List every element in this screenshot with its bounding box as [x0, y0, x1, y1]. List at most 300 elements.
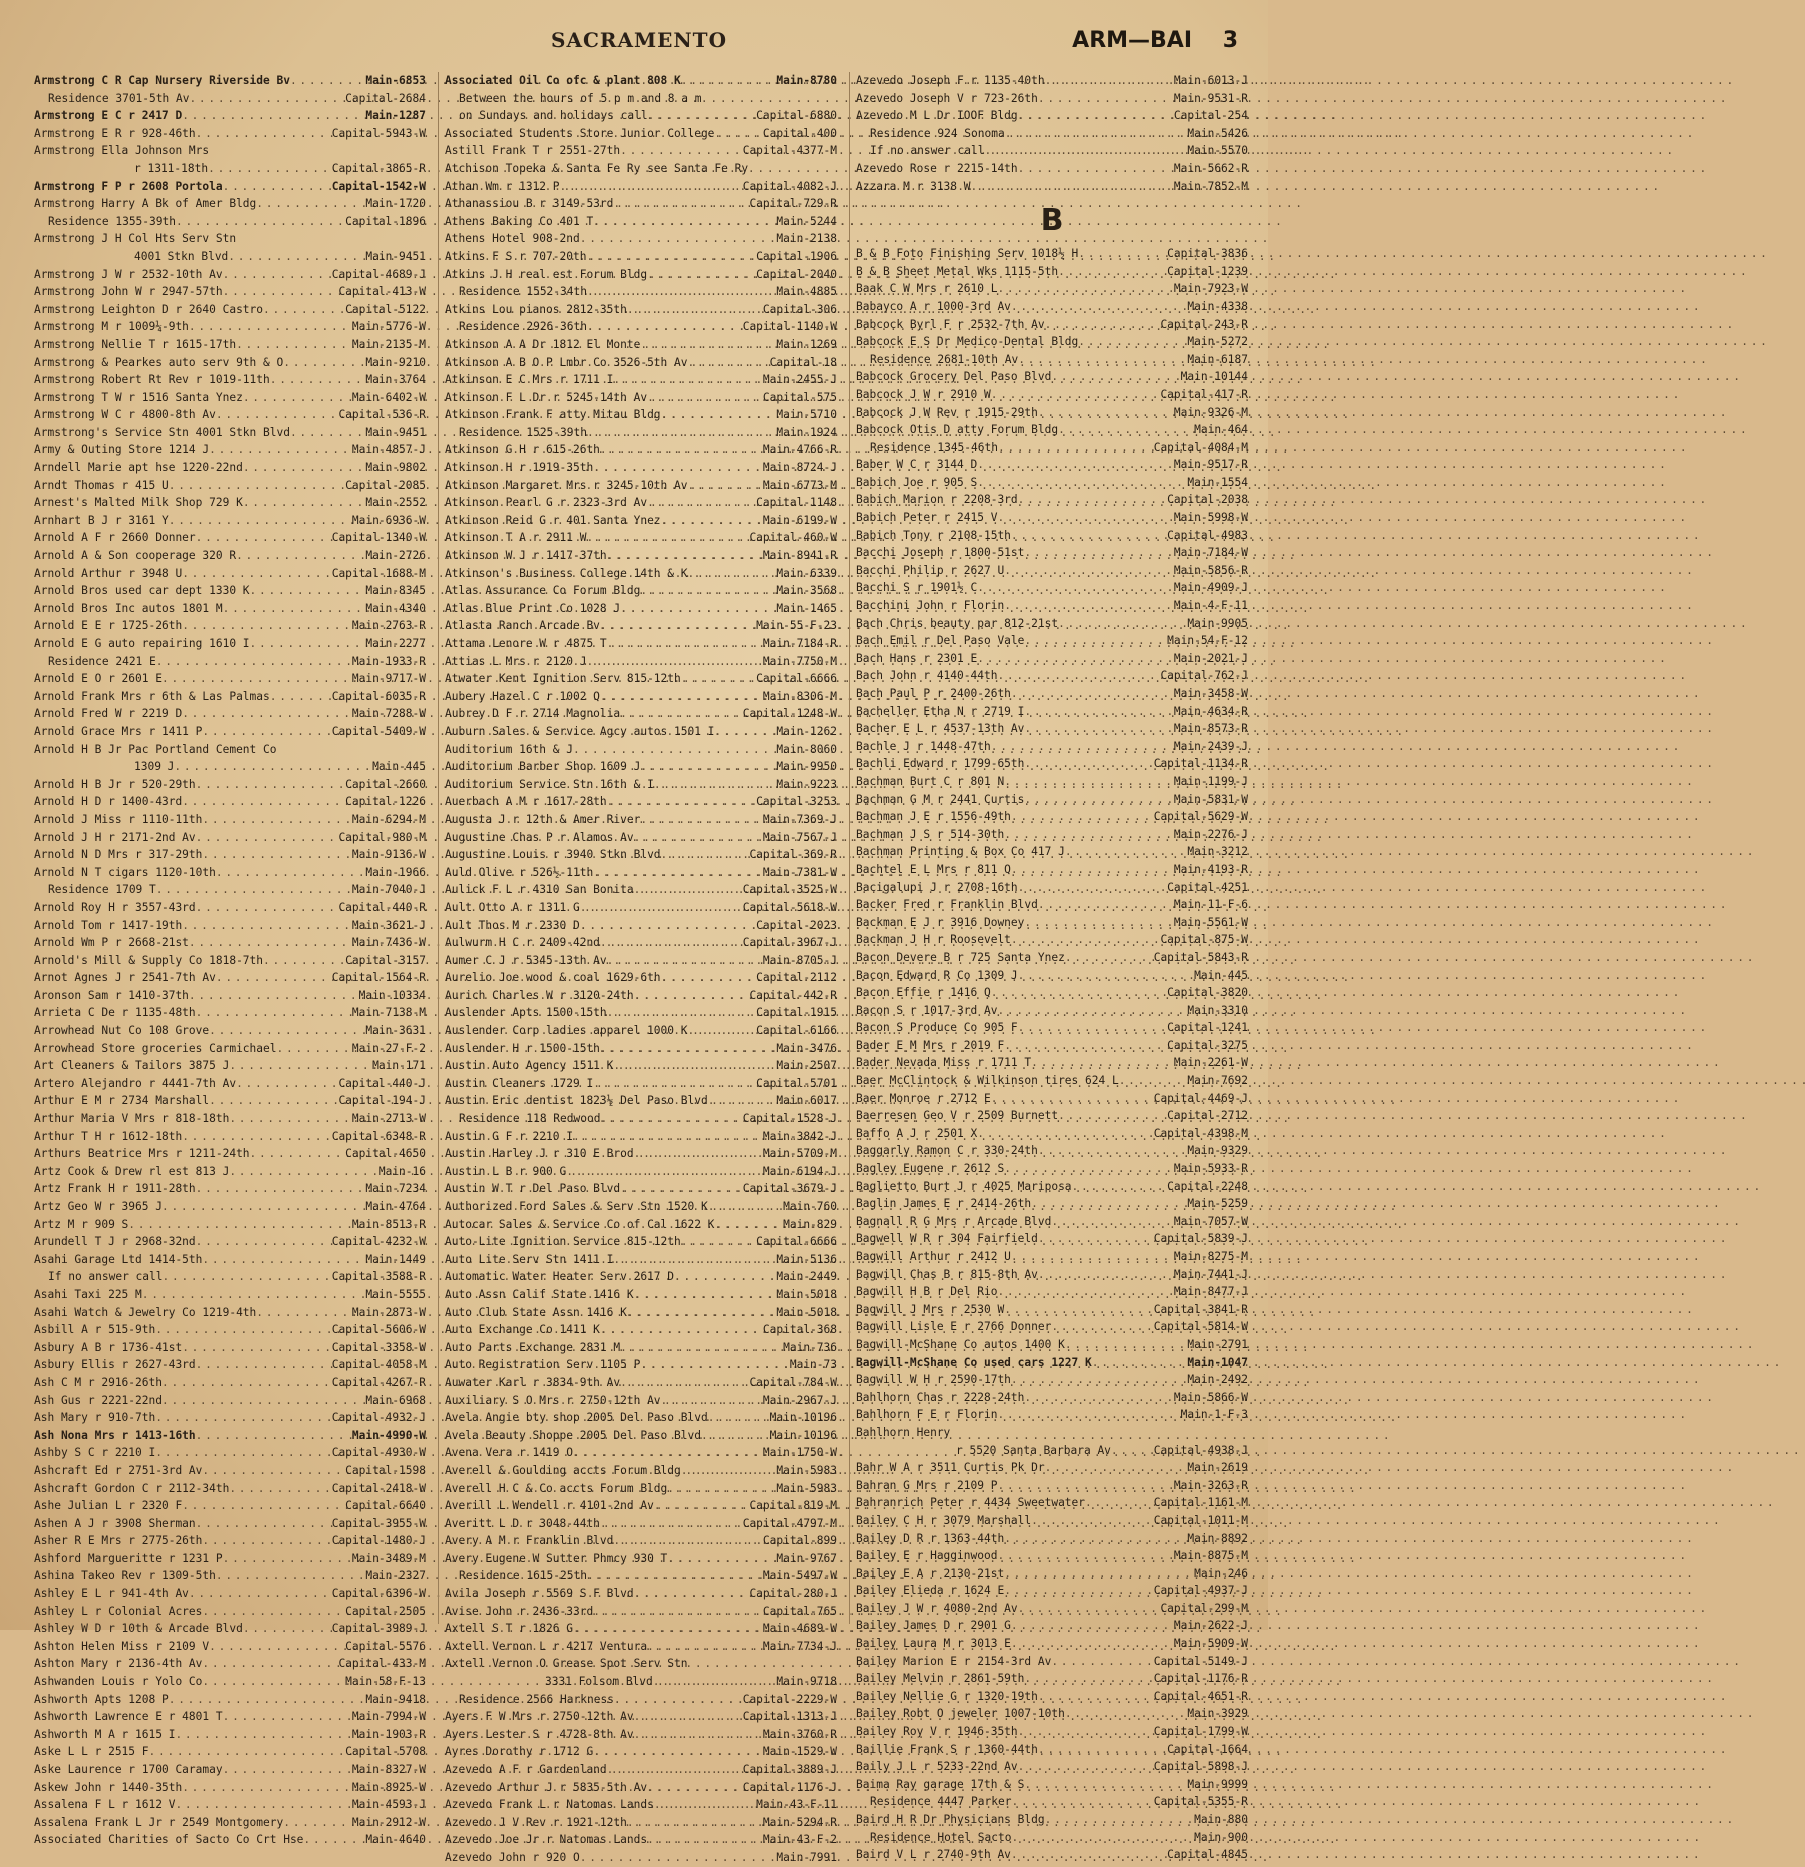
phone-number: Capital-1340-W: [331, 531, 426, 545]
listing-name: Atchison Topeka & Santa Fe Ry see Santa Fe Ry: [445, 161, 749, 175]
leader-dots: [250, 582, 366, 600]
leader-dots: [997, 667, 1160, 685]
listing-entry: [445, 688, 837, 706]
leader-dots: [1004, 1037, 1167, 1055]
phone-number: Main-8925-W: [351, 1780, 426, 1794]
listing-entry: [445, 1198, 837, 1216]
listing-name: Baird V L r 2740-9th Av: [856, 1848, 1011, 1862]
phone-number: Main-2021-J: [1173, 651, 1248, 665]
leader-dots: [997, 280, 1173, 298]
leader-dots: [216, 864, 366, 882]
phone-number: Capital-5701: [756, 1076, 837, 1090]
leader-dots: [283, 1814, 352, 1832]
listing-entry: [856, 263, 1248, 281]
listing-entry: [856, 439, 1248, 457]
phone-number: Main-9517-R: [1173, 458, 1248, 472]
listing-name: Bacheller Etha N r 2719 I: [856, 704, 1025, 718]
listing-entry: [856, 1723, 1248, 1741]
listing-name: Bachtel E L Mrs r 811 Q: [856, 862, 1011, 876]
phone-number: Main-9531-R: [1173, 91, 1248, 105]
leader-dots: [1004, 1160, 1174, 1178]
phone-number: Capital-3253: [756, 795, 837, 809]
listing-name: Atkinson F L Dr r 5245-14th Av: [445, 390, 648, 404]
listing-name: Baird H R Dr Physicians Bldg: [856, 1813, 1045, 1826]
phone-number: Main-1199-J: [1173, 774, 1248, 788]
leader-dots: [586, 653, 762, 671]
listing-entry: [856, 245, 1248, 263]
leader-dots: [600, 1321, 763, 1339]
phone-number: Capital-3836: [1167, 247, 1248, 261]
listing-name: Bach Hans r 2301 E: [856, 651, 978, 665]
listing-entry: [445, 1163, 837, 1181]
listing-entry: [34, 1761, 426, 1779]
phone-number: Capital-3841-R: [1153, 1302, 1248, 1316]
leader-dots: [600, 934, 743, 952]
listing-name: Backer Fred r Franklin Blvd: [856, 898, 1038, 912]
phone-number: Main-3263-R: [1173, 1478, 1248, 1492]
listing-name: Armstrong John W r 2947-57th: [34, 285, 223, 299]
listing-name: Bagwill-McShane Co autos 1400 K: [856, 1337, 1065, 1351]
listing-entry: [34, 1708, 426, 1726]
phone-number: Capital-2229-W: [742, 1692, 837, 1706]
leader-dots: [985, 142, 1188, 160]
listing-entry: [856, 1160, 1248, 1178]
phone-number: Main-9905: [1187, 616, 1248, 630]
leader-dots: [1011, 1793, 1153, 1811]
listing-name: Bach Paul P r 2400-26th: [856, 687, 1011, 700]
phone-number: Capital-2112: [756, 971, 837, 985]
listing-entry: [445, 1233, 837, 1251]
listing-name: Bahlhorn Henry: [856, 1425, 951, 1439]
phone-number: Capital-2085: [345, 478, 426, 492]
listing-name: Armstrong W C r 4800-8th Av: [34, 408, 216, 422]
listing-entry: [34, 582, 426, 600]
listing-entry: [445, 547, 837, 565]
listing-entry: [34, 723, 426, 741]
leader-dots: [189, 1585, 332, 1603]
listing-name: Armstrong Robert Rt Rev r 1019-11th: [34, 373, 270, 387]
listing-name: Austin Auto Agency 1511 K: [445, 1059, 614, 1073]
listing-entry: [856, 597, 1248, 615]
listing-entry: [34, 389, 426, 407]
listing-name: Baffo A J r 2501 X: [856, 1126, 978, 1140]
leader-dots: [149, 1743, 346, 1761]
listing-entry: [445, 1585, 837, 1603]
listing-entry: [445, 1673, 837, 1691]
listing-name: Avila Joseph r 5569 S F Blvd: [445, 1587, 634, 1601]
phone-number: Capital-4937-J: [1153, 1584, 1248, 1598]
phone-number: Main-8724-J: [762, 461, 837, 475]
leader-dots: [162, 1392, 365, 1410]
phone-number: Main-1-F-3: [1180, 1408, 1248, 1422]
listing-entry: [445, 72, 837, 90]
listing-name: Arnold Bros used car dept 1330 K: [34, 584, 250, 598]
listing-entry: [445, 1251, 837, 1269]
listing-name: Arnold J H r 2171-2nd Av: [34, 830, 196, 844]
listing-name: Bach Emil r Del Paso Vale: [856, 634, 1025, 648]
phone-number: Main-7567-J: [762, 830, 837, 844]
listing-entry: [34, 1550, 426, 1568]
phone-number: Main-3764: [365, 373, 426, 387]
listing-entry: [856, 896, 1248, 914]
listing-entry: [34, 811, 426, 829]
listing-name: Arrowhead Store groceries Carmichael: [34, 1041, 277, 1055]
listing-name: Bailey Marion E r 2154-3rd Av: [856, 1654, 1052, 1668]
leader-dots: [587, 1567, 763, 1585]
listing-entry: [34, 547, 426, 565]
listing-entry: [34, 1444, 426, 1462]
listing-entry: [34, 1603, 426, 1621]
listing-name: Atkinson Margaret Mrs r 3245-10th Av: [445, 478, 688, 492]
phone-number: Capital-299-M: [1160, 1601, 1248, 1615]
listing-name: Arnold Frank Mrs r 6th & Las Palmas: [34, 689, 270, 703]
listing-entry: [856, 1142, 1248, 1160]
listing-name: Arnold A & Son cooperage 320 R: [34, 549, 237, 563]
listing-name: Ashton Helen Miss r 2109 V: [34, 1639, 210, 1653]
listing-entry: [856, 1266, 1248, 1284]
leader-dots: [681, 1462, 777, 1480]
leader-dots: [290, 72, 365, 90]
listing-entry: [445, 1603, 837, 1621]
listing-name: Auto Assn Calif State 1416 K: [445, 1287, 634, 1301]
listing-entry: [34, 441, 426, 459]
listing-name: Axtell Vernon L r 4217 Ventura: [445, 1639, 648, 1653]
listing-name: Aubery Hazel C r 1002 Q: [445, 689, 600, 703]
leader-dots: [687, 354, 769, 372]
phone-number: Capital-875-W: [1160, 933, 1248, 947]
listing-name: Bacchini John r Florin: [856, 599, 1005, 613]
phone-number: Main-3489-M: [351, 1551, 426, 1565]
phone-number: Main-7852-M: [1173, 179, 1248, 193]
listing-name: Arnold H D r 1400-43rd: [34, 795, 183, 809]
leader-dots: [229, 1057, 372, 1075]
listing-entry: [445, 1620, 837, 1638]
leader-dots: [634, 881, 743, 899]
phone-number: Main-43-F-2: [762, 1833, 837, 1847]
leader-dots: [708, 1092, 777, 1110]
listing-entry: [856, 351, 1248, 369]
listing-entry: [445, 142, 837, 160]
listing-name: Residence 118 Redwood: [459, 1112, 601, 1126]
leader-dots: [1065, 949, 1154, 967]
listing-name: Bachle J r 1448-47th: [856, 739, 991, 753]
leader-dots: [661, 1392, 763, 1410]
phone-number: Main-5426: [1187, 126, 1248, 140]
listing-name: Arrieta C De r 1135-48th: [34, 1006, 196, 1020]
leader-dots: [998, 439, 1154, 457]
listing-name: Atkinson's Business College 14th & K: [445, 566, 688, 580]
phone-number: Capital-1134-R: [1153, 757, 1248, 771]
phone-number: Capital-4845: [1167, 1848, 1248, 1862]
phone-number: Main-8306-M: [762, 689, 837, 703]
leader-dots: [1065, 1705, 1188, 1723]
listing-name: Atkinson W J r 1417-37th: [445, 549, 607, 563]
leader-dots: [1078, 245, 1167, 263]
listing-name: Baer Monroe r 2712 E: [856, 1091, 991, 1105]
listing-name: Bachman G M r 2441 Curtis: [856, 792, 1025, 806]
phone-number: Main-5294-R: [762, 1815, 837, 1829]
listing-name: 4001 Stkn Blvd: [134, 249, 229, 263]
phone-number: Main-3212: [1187, 845, 1248, 859]
listing-name: Ashcraft Gordon C r 2112-34th: [34, 1481, 230, 1495]
listing-entry: [34, 1497, 426, 1515]
leader-dots: [196, 529, 332, 547]
listing-entry: [445, 987, 837, 1005]
listing-name: Auslender Corp ladies apparel 1000 K: [445, 1024, 688, 1038]
listing-entry: [445, 301, 837, 319]
listing-name: Azevedo M L Dr IOOF Bldg: [856, 109, 1018, 123]
listing-name: Residence 1345-46th: [870, 440, 998, 454]
listing-name: Associated Students Store Junior College: [445, 126, 715, 140]
listing-name: Asahi Taxi 225 M: [34, 1287, 142, 1301]
phone-number: Main-6339: [776, 566, 837, 580]
leader-dots: [1065, 1336, 1188, 1354]
listing-entry: [445, 1128, 837, 1146]
phone-number: Main-3310: [1187, 1003, 1248, 1017]
leader-dots: [573, 1620, 763, 1638]
listing-entry: [445, 90, 837, 108]
leader-dots: [236, 336, 352, 354]
listing-entry: [856, 1072, 1248, 1090]
leader-dots: [189, 318, 352, 336]
listing-name: Backman E J r 3916 Downey: [856, 915, 1025, 929]
phone-number: Capital-4689-J: [331, 267, 426, 281]
leader-dots: [587, 424, 776, 442]
listing-entry: [445, 1022, 837, 1040]
listing-name: Baima Ray garage 17th & S: [856, 1777, 1025, 1791]
listing-name: Atkinson A A Dr 1812 El Monte: [445, 337, 641, 351]
listing-entry: [34, 741, 426, 759]
leader-dots: [1018, 967, 1194, 985]
listing-entry: [856, 1037, 1248, 1055]
phone-number: Main-9717-W: [351, 672, 426, 686]
listing-name: Bachman J E r 1556-49th: [856, 810, 1011, 824]
leader-dots: [202, 846, 352, 864]
listing-entry: [34, 1831, 426, 1849]
phone-number: Main-7734-J: [762, 1639, 837, 1653]
phone-number: Main-445: [372, 760, 426, 774]
leader-dots: [1018, 879, 1168, 897]
column-2: [438, 72, 837, 1864]
listing-name: Baer McClintock & Wilkinson tires 624 L: [856, 1074, 1119, 1088]
listing-entry: [856, 931, 1248, 949]
leader-dots: [155, 1409, 331, 1427]
listing-name: Bach John r 4140-44th: [856, 669, 998, 683]
listing-name: Bagwill Arthur r 2412 U: [856, 1250, 1011, 1263]
listing-name: Astill Frank T r 2551-27th: [445, 144, 621, 158]
listing-entry: [34, 1022, 426, 1040]
leader-dots: [627, 301, 763, 319]
listing-entry: [445, 1691, 837, 1709]
phone-number: Main-5933-R: [1173, 1162, 1248, 1176]
leader-dots: [229, 1110, 352, 1128]
listing-entry: [445, 617, 837, 635]
listing-name: Azevedo Frank L r Natomas Lands: [445, 1798, 654, 1812]
leader-dots: [162, 1374, 332, 1392]
leader-dots: [1045, 316, 1161, 334]
listing-name: Azevedo Joseph F r 1135-40th: [856, 74, 1045, 87]
phone-number: Capital-440-R: [338, 900, 426, 914]
listing-entry: [856, 107, 1248, 125]
listing-entry: [445, 248, 837, 266]
phone-number: Capital-6166: [756, 1024, 837, 1038]
listing-entry: [34, 688, 426, 706]
leader-dots: [236, 1075, 338, 1093]
listing-entry: [34, 1673, 426, 1691]
listing-entry: [856, 861, 1248, 879]
listing-name: Ash C M r 2916-26th: [34, 1375, 162, 1389]
phone-number: Main-4885: [776, 285, 837, 299]
phone-number: Main-1465: [776, 601, 837, 615]
listing-entry: [856, 1565, 1248, 1583]
listing-entry: [445, 107, 837, 125]
leader-dots: [586, 529, 749, 547]
listing-name: Armstrong F P r 2608 Portola: [34, 179, 223, 193]
listing-entry: [34, 142, 426, 160]
phone-number: Main-11-F-6: [1173, 898, 1248, 912]
listing-name: Baber W C r 3144 D: [856, 458, 978, 472]
phone-number: Capital-5839-J: [1153, 1232, 1248, 1246]
leader-dots: [228, 248, 365, 266]
listing-name: Aulwurm H C r 2409-42nd: [445, 936, 600, 950]
listing-entry: [34, 354, 426, 372]
leader-dots: [1024, 914, 1174, 932]
listing-entry: [856, 843, 1248, 861]
phone-number: Capital-3679-J: [742, 1182, 837, 1196]
phone-number: Main-7057-W: [1173, 1214, 1248, 1228]
leader-dots: [640, 336, 776, 354]
phone-number: Main-2455-J: [762, 373, 837, 387]
phone-number: Main-5776-W: [351, 320, 426, 334]
leader-dots: [1045, 1811, 1195, 1829]
listing-name: Avela Angie bty shop 2005 Del Paso Blvd: [445, 1411, 708, 1425]
phone-number: Main-9802: [365, 461, 426, 475]
phone-number: Capital-2505: [345, 1604, 426, 1618]
phone-number: Main-2763-R: [351, 619, 426, 633]
phone-number: Capital-6348-R: [331, 1129, 426, 1143]
listing-entry: [445, 1726, 837, 1744]
listing-entry: [34, 107, 426, 125]
listing-name: Atlasta Ranch Arcade Bv: [445, 619, 600, 633]
listing-name: Bailey Elieda r 1624 E: [856, 1584, 1005, 1598]
listing-entry: [34, 1409, 426, 1427]
listing-entry: [445, 864, 837, 882]
listing-name: Aske L L r 2515 F: [34, 1745, 149, 1759]
listing-name: Atkinson Reid G r 401 Santa Ynez: [445, 513, 661, 527]
phone-number: Main-8780: [776, 74, 837, 87]
listing-name: Bagwill W H r 2590-17th: [856, 1373, 1011, 1387]
listing-name: Bahlhorn Chas r 2228-24th: [856, 1390, 1025, 1404]
listing-name: Averell & Goulding accts Forum Bldg: [445, 1463, 681, 1477]
listing-name: Associated Charities of Sacto Co Crt Hse: [34, 1833, 304, 1847]
leader-dots: [223, 1550, 352, 1568]
listing-entry: [445, 1462, 837, 1480]
phone-number: Capital-1896: [345, 214, 426, 228]
listing-name: Austin G F r 2210 I: [445, 1129, 573, 1143]
listing-entry: [445, 952, 837, 970]
listing-name: Arrowhead Nut Co 108 Grove: [34, 1024, 210, 1038]
listing-entry: [445, 1356, 837, 1374]
listing-name: Artz M r 909 S: [34, 1217, 129, 1231]
leader-dots: [270, 688, 332, 706]
leader-dots: [620, 600, 776, 618]
phone-number: Capital-4377-M: [742, 144, 837, 158]
listing-entry: [856, 1090, 1248, 1108]
listing-name: Auto Registration Serv 1105 P: [445, 1358, 641, 1372]
phone-number: Capital-5355-R: [1153, 1795, 1248, 1809]
listing-name: Bailey Laura M r 3013 E: [856, 1637, 1011, 1651]
leader-dots: [196, 1180, 366, 1198]
leader-dots: [640, 758, 776, 776]
leader-dots: [991, 984, 1167, 1002]
phone-number: Main-8941-R: [762, 549, 837, 563]
listing-entry: [445, 1110, 837, 1128]
listing-entry: [34, 1040, 426, 1058]
listing-name: Babich Peter r 2415 V: [856, 511, 998, 525]
listing-entry: [34, 1567, 426, 1585]
listing-name: Auld Olive r 526½-11th: [445, 865, 594, 879]
listing-name: Auditorium Service Stn 16th & I: [445, 777, 654, 791]
phone-number: Capital-2023: [756, 918, 837, 932]
listing-entry: [856, 1424, 1248, 1442]
leader-dots: [182, 1779, 352, 1797]
leader-dots: [182, 1497, 345, 1515]
leader-dots: [687, 1022, 756, 1040]
listing-name: Bagwill Lisle E r 2766 Donner: [856, 1320, 1052, 1334]
phone-number: Capital-18: [769, 355, 837, 369]
listing-entry: [34, 477, 426, 495]
phone-number: Main-5259: [1187, 1197, 1248, 1211]
phone-number: Main-829: [783, 1217, 837, 1231]
listing-entry: [445, 705, 837, 723]
leader-dots: [176, 213, 345, 231]
leader-dots: [647, 1779, 743, 1797]
phone-number: Capital-368: [762, 1323, 837, 1337]
leader-dots: [661, 969, 757, 987]
listing-entry: [34, 301, 426, 319]
phone-number: Main-1903-R: [351, 1727, 426, 1741]
leader-dots: [256, 195, 365, 213]
leader-dots: [1004, 1530, 1187, 1548]
listing-entry: [856, 1301, 1248, 1319]
phone-number: Main-9136-W: [351, 848, 426, 862]
listing-name: Assalena F L r 1612 V: [34, 1798, 176, 1812]
phone-number: Main-7288-W: [351, 707, 426, 721]
phone-number: Main-7369-J: [762, 812, 837, 826]
listing-entry: [34, 1480, 426, 1498]
phone-number: Capital-4267-R: [331, 1375, 426, 1389]
phone-number: Main-5831-W: [1173, 792, 1248, 806]
listing-entry: [856, 1019, 1248, 1037]
listing-entry: [445, 1409, 837, 1427]
listing-name: Baerresen Geo V r 2509 Burnett: [856, 1109, 1059, 1123]
phone-number: Capital-2040: [756, 267, 837, 281]
listing-entry: [34, 160, 426, 178]
phone-number: Capital-194-J: [338, 1094, 426, 1108]
listing-name: Residence 4447 Parker: [870, 1795, 1012, 1809]
listing-name: Armstrong J W r 2532-10th Av: [34, 267, 223, 281]
phone-number: Main-3621-J: [351, 918, 426, 932]
listing-entry: [856, 1442, 1248, 1460]
leader-dots: [223, 1708, 352, 1726]
leader-dots: [593, 1603, 763, 1621]
phone-number: Main-8275-M: [1173, 1250, 1248, 1263]
listing-name: Bacigalupi J r 2708-16th: [856, 880, 1018, 894]
name-range: ARM—BAI: [1072, 28, 1193, 53]
leader-dots: [648, 107, 757, 125]
leader-dots: [654, 776, 777, 794]
leader-dots: [627, 1304, 777, 1322]
